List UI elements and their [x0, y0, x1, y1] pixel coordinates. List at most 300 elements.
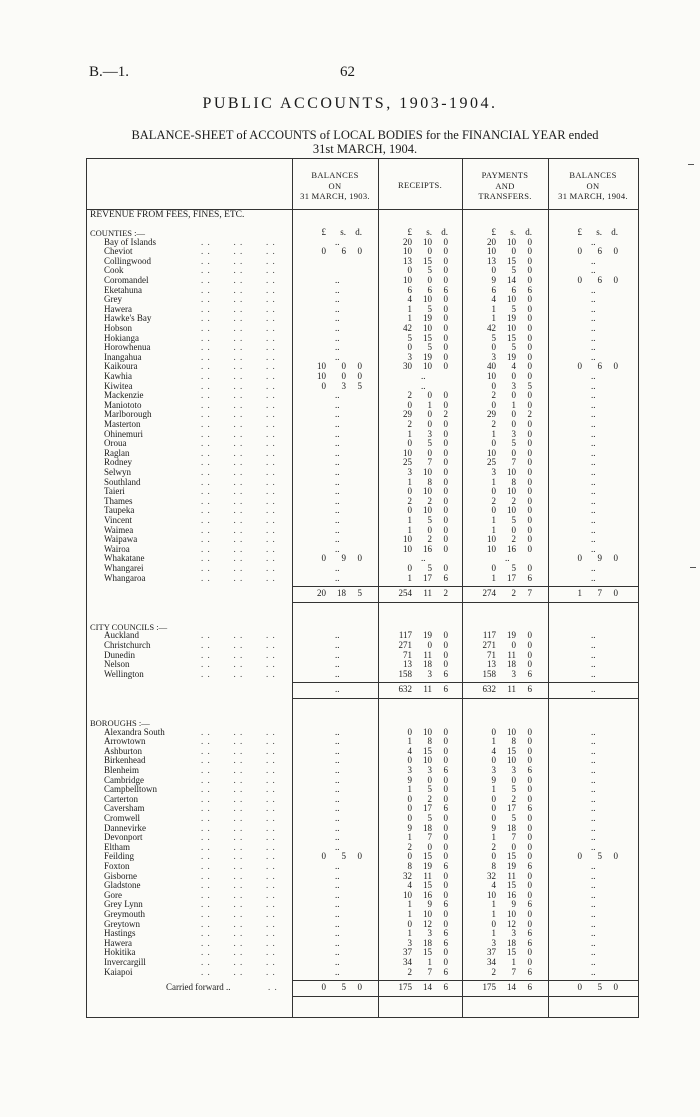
balance-1903-pounds: 10 — [317, 361, 326, 372]
leader-dots: . . . . . . — [201, 937, 276, 948]
table-row — [86, 900, 638, 910]
receipts-pounds: 42 — [403, 323, 412, 333]
receipts-pounds: 25 — [403, 457, 412, 468]
leader-dots: . . . . . . — [201, 899, 276, 910]
balance-1904-blank: .. — [591, 774, 596, 785]
balance-1903-pence: 0 — [357, 246, 362, 257]
receipts-shillings: 8 — [427, 736, 432, 747]
leader-dots: . . . . . . — [201, 966, 276, 977]
receipts-shillings: 11 — [423, 649, 432, 660]
payments-pence: 6 — [527, 572, 532, 583]
balance-1904-blank: .. — [591, 255, 596, 266]
row-label: Grey Lynn — [104, 899, 143, 910]
leader-dots: . . . . . . — [201, 428, 276, 439]
receipts-pounds: 1 — [407, 736, 412, 747]
receipts-pence: 6 — [443, 861, 448, 871]
balance-1903-blank: .. — [335, 659, 340, 670]
total-payments-shillings: 11 — [507, 684, 516, 695]
table-row — [86, 314, 638, 324]
table-row — [86, 564, 638, 574]
total-balance-1904-pounds: 0 — [577, 982, 582, 993]
payments-shillings: 0 — [511, 774, 516, 785]
row-label: Horowhenua — [104, 342, 151, 353]
balance-1904-blank: .. — [591, 284, 596, 295]
currency-unit: d. — [441, 227, 448, 237]
total-receipts-pounds: 254 — [398, 588, 412, 599]
balance-1904-blank: .. — [591, 390, 596, 401]
row-label: Vincent — [104, 515, 132, 525]
row-label: Cromwell — [104, 813, 140, 823]
receipts-pounds: 2 — [407, 419, 412, 429]
row-label: Whangarei — [104, 563, 144, 573]
balance-1903-blank: .. — [335, 390, 340, 401]
leader-dots: . . . . . . — [201, 928, 276, 939]
receipts-pounds: 0 — [407, 342, 412, 353]
payments-pounds: 2 — [491, 841, 496, 852]
row-label: Inangahua — [104, 351, 142, 362]
payments-pounds: 0 — [491, 399, 496, 410]
row-label: Christchurch — [104, 640, 151, 650]
total-payments-pence: 6 — [527, 684, 532, 695]
leader-dots: . . . . . . — [201, 342, 276, 353]
balance-1903-blank: .. — [335, 543, 340, 554]
payments-shillings: 12 — [507, 918, 516, 929]
row-label: Gore — [104, 889, 122, 900]
receipts-pounds: 0 — [407, 851, 412, 862]
balance-1904-blank: .. — [591, 813, 596, 823]
balance-1903-blank: .. — [335, 640, 340, 650]
receipts-shillings: 8 — [427, 476, 432, 487]
payments-shillings: 0 — [511, 640, 516, 650]
row-label: Masterton — [104, 419, 141, 429]
table-row — [86, 554, 638, 564]
leader-dots: . . . . . . — [201, 294, 276, 305]
payments-pounds: 0 — [491, 342, 496, 353]
row-label: Mackenzie — [104, 390, 144, 401]
table-row — [86, 651, 638, 661]
payments-shillings: 0 — [511, 524, 516, 535]
balance-1903-blank: .. — [335, 755, 340, 766]
table-row — [86, 506, 638, 516]
balance-1903-blank: .. — [335, 822, 340, 833]
receipts-pence: 0 — [443, 236, 448, 247]
balance-1903-blank: .. — [335, 275, 340, 285]
receipts-shillings: 1 — [427, 957, 432, 967]
receipts-pence: 0 — [443, 563, 448, 573]
balance-1904-pounds: 0 — [577, 361, 582, 372]
total-balance-1903-blank: .. — [335, 684, 340, 695]
payments-shillings: 5 — [511, 342, 516, 353]
receipts-pence: 0 — [443, 774, 448, 785]
payments-shillings: 10 — [507, 726, 516, 737]
row-label: Oroua — [104, 438, 127, 449]
table-row — [86, 305, 638, 315]
row-label: Ohinemuri — [104, 428, 143, 439]
payments-pounds: 10 — [487, 889, 496, 900]
balance-1903-blank: .. — [335, 726, 340, 737]
balance-1904-blank: .. — [591, 659, 596, 670]
row-label: Coromandel — [104, 275, 149, 285]
table-row — [86, 468, 638, 478]
balance-1903-blank: .. — [335, 236, 340, 247]
receipts-shillings: 0 — [427, 390, 432, 401]
payments-shillings: 10 — [507, 909, 516, 919]
balance-1903-shillings: 0 — [341, 361, 346, 372]
leader-dots: . . . . . . — [201, 851, 276, 862]
leader-dots: . . . . . . — [201, 371, 276, 381]
row-label: Rodney — [104, 457, 132, 468]
section-total-row — [86, 685, 638, 695]
receipts-pounds: 32 — [403, 870, 412, 881]
payments-pence: 0 — [527, 428, 532, 439]
column-header-balances-1903: BALANCES ON 31 MARCH, 1903. — [300, 170, 370, 201]
balance-1903-blank: .. — [335, 447, 340, 458]
balance-1903-shillings: 5 — [341, 851, 346, 862]
balance-1904-blank: .. — [591, 351, 596, 362]
table-row — [86, 334, 638, 344]
payments-shillings: 19 — [507, 313, 516, 324]
leader-dots: . . . . . . — [201, 726, 276, 737]
balance-1904-blank: .. — [591, 841, 596, 852]
balance-1904-blank: .. — [591, 765, 596, 775]
payments-pence: 0 — [527, 640, 532, 650]
receipts-pence: 0 — [443, 822, 448, 833]
table-row — [86, 391, 638, 401]
table-row — [86, 756, 638, 766]
payments-shillings: 18 — [507, 937, 516, 948]
payments-pounds: 2 — [491, 966, 496, 977]
total-payments-shillings: 14 — [507, 982, 516, 993]
receipts-pounds: 30 — [403, 361, 412, 372]
payments-pence: 0 — [527, 543, 532, 554]
payments-shillings: 1 — [511, 957, 516, 967]
receipts-pence: 0 — [443, 505, 448, 516]
payments-shillings: 7 — [511, 832, 516, 843]
currency-unit: s. — [426, 227, 432, 237]
row-label: Ashburton — [104, 745, 142, 756]
receipts-pounds: 0 — [407, 563, 412, 573]
leader-dots: . . . . . . — [201, 303, 276, 314]
balance-1903-pence: 0 — [357, 371, 362, 381]
balance-1904-blank: .. — [591, 419, 596, 429]
receipts-shillings: 10 — [423, 505, 432, 516]
payments-pence: 0 — [527, 832, 532, 843]
payments-pence: 0 — [527, 909, 532, 919]
balance-1904-blank: .. — [591, 236, 596, 247]
table-row — [86, 747, 638, 757]
receipts-pounds: 1 — [407, 899, 412, 910]
balance-1903-blank: .. — [335, 861, 340, 871]
receipts-shillings: 10 — [423, 909, 432, 919]
payments-pence: 0 — [527, 813, 532, 823]
receipts-pounds: 1 — [407, 928, 412, 939]
table-row — [86, 766, 638, 776]
balance-1903-blank: .. — [335, 765, 340, 775]
balance-1903-blank: .. — [335, 803, 340, 814]
row-label: Arrowtown — [104, 736, 146, 747]
receipts-shillings: 3 — [427, 668, 432, 679]
payments-pounds: 8 — [491, 861, 496, 871]
balance-1903-blank: .. — [335, 534, 340, 545]
receipts-shillings: 10 — [423, 323, 432, 333]
table-row — [86, 804, 638, 814]
balance-1904-blank: .. — [591, 726, 596, 737]
receipts-shillings: 18 — [423, 822, 432, 833]
balance-1903-blank: .. — [335, 428, 340, 439]
leader-dots: . . . . . . — [201, 275, 276, 285]
total-payments-pence: 7 — [527, 588, 532, 599]
balance-1903-blank: .. — [335, 515, 340, 525]
receipts-pounds: 1 — [407, 524, 412, 535]
payments-pounds: 2 — [491, 419, 496, 429]
payments-pence: 0 — [527, 736, 532, 747]
total-balance-1903-shillings: 18 — [337, 588, 346, 599]
currency-unit: s. — [596, 227, 602, 237]
receipts-shillings: 2 — [427, 534, 432, 545]
payments-pounds: 1 — [491, 515, 496, 525]
receipts-pounds: 1 — [407, 428, 412, 439]
balance-sheet-table — [86, 158, 638, 1018]
receipts-shillings: 16 — [423, 889, 432, 900]
payments-shillings: 0 — [511, 419, 516, 429]
balance-1903-blank: .. — [335, 351, 340, 362]
balance-1903-blank: .. — [335, 813, 340, 823]
leader-dots: . . . . . . — [201, 572, 276, 583]
receipts-pounds: 10 — [403, 447, 412, 458]
row-label: Cheviot — [104, 246, 133, 257]
balance-1903-shillings: 6 — [341, 246, 346, 257]
receipts-shillings: 17 — [423, 572, 432, 583]
payments-pence: 6 — [527, 803, 532, 814]
table-row — [86, 382, 638, 392]
payments-pence: 0 — [527, 390, 532, 401]
payments-shillings: 17 — [507, 803, 516, 814]
balance-1904-pence: 0 — [613, 275, 618, 285]
balance-1903-blank: .. — [335, 303, 340, 314]
balance-1904-blank: .. — [591, 323, 596, 333]
balance-1903-blank: .. — [335, 736, 340, 747]
receipts-pence: 0 — [443, 303, 448, 314]
receipts-shillings: 18 — [423, 937, 432, 948]
receipts-pence: 0 — [443, 957, 448, 967]
receipts-shillings: 10 — [423, 486, 432, 497]
balance-1903-shillings: 9 — [341, 553, 346, 564]
payments-pence: 0 — [527, 505, 532, 516]
leader-dots: . . . . . . — [201, 380, 276, 391]
receipts-pounds: 34 — [403, 957, 412, 967]
receipts-pence: 0 — [443, 428, 448, 439]
table-row — [86, 843, 638, 853]
balance-1903-blank: .. — [335, 784, 340, 795]
payments-shillings: 8 — [511, 476, 516, 487]
leader-dots: . . . . . . — [201, 351, 276, 362]
balance-1904-blank: .. — [591, 342, 596, 353]
balance-1904-blank: .. — [591, 399, 596, 410]
payments-pounds: 1 — [491, 476, 496, 487]
table-row — [86, 939, 638, 949]
leader-dots: . . . . . . — [201, 880, 276, 891]
leader-dots: . . . . . . — [201, 736, 276, 747]
payments-pence: 6 — [527, 966, 532, 977]
leader-dots: . . . . . . — [201, 861, 276, 871]
total-receipts-pounds: 632 — [398, 684, 412, 695]
payments-shillings: 5 — [511, 515, 516, 525]
receipts-shillings: 9 — [427, 899, 432, 910]
row-label: Whangaroa — [104, 572, 146, 583]
table-row — [86, 910, 638, 920]
payments-pence: 0 — [527, 332, 532, 343]
leader-dots: . . . . . . — [201, 524, 276, 535]
payments-pounds: 10 — [487, 447, 496, 458]
receipts-pence: 0 — [443, 745, 448, 756]
balance-1904-blank: .. — [591, 438, 596, 449]
balance-1904-shillings: 9 — [597, 553, 602, 564]
payments-pounds: 1 — [491, 909, 496, 919]
receipts-pounds: 0 — [407, 399, 412, 410]
receipts-shillings: 10 — [423, 755, 432, 766]
payments-shillings: 17 — [507, 572, 516, 583]
table-row — [86, 660, 638, 670]
receipts-pence: 0 — [443, 889, 448, 900]
balance-1904-blank: .. — [591, 380, 596, 391]
receipts-pounds: 158 — [398, 668, 412, 679]
total-rule — [292, 602, 638, 603]
row-label: Kawhia — [104, 371, 132, 381]
receipts-pounds: 117 — [398, 630, 412, 641]
payments-pounds: 0 — [491, 265, 496, 276]
receipts-pence: 0 — [443, 361, 448, 372]
receipts-shillings: 10 — [423, 726, 432, 737]
balance-1903-blank: .. — [335, 323, 340, 333]
receipts-shillings: 15 — [423, 255, 432, 266]
receipts-pounds: 1 — [407, 832, 412, 843]
receipts-pounds: 3 — [407, 467, 412, 477]
receipts-pence: 0 — [443, 851, 448, 862]
balance-1904-blank: .. — [591, 640, 596, 650]
payments-pounds: 1 — [491, 899, 496, 910]
receipts-pence: 0 — [443, 246, 448, 257]
payments-shillings: 10 — [507, 467, 516, 477]
payments-pounds: 29 — [487, 409, 496, 420]
currency-unit: d. — [355, 227, 362, 237]
payments-shillings: 0 — [511, 246, 516, 257]
row-label: Bay of Islands — [104, 236, 156, 247]
leader-dots: . . . . . . — [201, 236, 276, 247]
table-row — [86, 737, 638, 747]
payments-pence: 0 — [527, 323, 532, 333]
payments-pounds: 158 — [482, 668, 496, 679]
receipts-pounds: 0 — [407, 438, 412, 449]
section-heading-cities: CITY COUNCILS :— — [90, 621, 168, 632]
balance-1904-shillings: 6 — [597, 275, 602, 285]
balance-1903-blank: .. — [335, 572, 340, 583]
row-label: Eltham — [104, 841, 130, 852]
subtitle-line-1: BALANCE-SHEET of ACCOUNTS of LOCAL BODIES for the FINANCIAL YEAR ended — [131, 128, 599, 142]
receipts-shillings: 2 — [427, 495, 432, 506]
receipts-pounds: 1 — [407, 313, 412, 324]
leader-dots: . . . . . . — [201, 486, 276, 497]
payments-pence: 6 — [527, 928, 532, 939]
margin-mark — [690, 567, 696, 568]
total-receipts-shillings: 11 — [423, 588, 432, 599]
payments-shillings: 7 — [511, 966, 516, 977]
currency-unit: £ — [321, 227, 326, 237]
receipts-pounds: 0 — [407, 505, 412, 516]
payments-pounds: 1 — [491, 524, 496, 535]
payments-pence: 0 — [527, 515, 532, 525]
receipts-pence: 0 — [443, 726, 448, 737]
payments-pence: 0 — [527, 476, 532, 487]
section-total-row — [86, 589, 638, 599]
balance-1904-pounds: 0 — [577, 553, 582, 564]
payments-pounds: 0 — [491, 505, 496, 516]
payments-shillings: 11 — [507, 870, 516, 881]
row-label: Blenheim — [104, 765, 139, 775]
payments-pounds: 4 — [491, 745, 496, 756]
payments-pence: 0 — [527, 294, 532, 305]
leader-dots: . . . . . . — [201, 332, 276, 343]
leader-dots: . . . . . . — [201, 630, 276, 641]
row-label: Hokianga — [104, 332, 139, 343]
payments-pounds: 0 — [491, 486, 496, 497]
table-row — [86, 324, 638, 334]
payments-pounds: 1 — [491, 736, 496, 747]
balance-1903-blank: .. — [335, 313, 340, 324]
payments-shillings: 18 — [507, 659, 516, 670]
row-label: Raglan — [104, 447, 130, 458]
payments-pence: 6 — [527, 937, 532, 948]
row-label: Hobson — [104, 323, 133, 333]
receipts-pounds: 10 — [403, 889, 412, 900]
payments-shillings: 14 — [507, 275, 516, 285]
carried-forward-label: Carried forward .. — [166, 982, 231, 993]
receipts-shillings: 0 — [427, 447, 432, 458]
receipts-pence: 0 — [443, 255, 448, 266]
total-balance-1904-pounds: 1 — [577, 588, 582, 599]
leader-dots: . . . . . . — [201, 563, 276, 573]
payments-shillings: 10 — [507, 323, 516, 333]
row-label: Hastings — [104, 928, 136, 939]
receipts-pence: 0 — [443, 736, 448, 747]
subtotal-rule — [292, 682, 638, 683]
receipts-pence: 0 — [443, 438, 448, 449]
currency-unit: s. — [340, 227, 346, 237]
receipts-pence: 0 — [443, 467, 448, 477]
payments-pence: 0 — [527, 438, 532, 449]
total-balance-1904-shillings: 7 — [597, 588, 602, 599]
row-label: Nelson — [104, 659, 130, 670]
payments-pence: 0 — [527, 303, 532, 314]
receipts-shillings: 10 — [423, 467, 432, 477]
payments-pounds: 1 — [491, 303, 496, 314]
balance-1904-pence: 0 — [613, 553, 618, 564]
balance-1904-blank: .. — [591, 303, 596, 314]
total-receipts-pence: 6 — [443, 684, 448, 695]
payments-shillings: 16 — [507, 889, 516, 900]
balance-1904-blank: .. — [591, 899, 596, 910]
balance-1904-blank: .. — [591, 332, 596, 343]
section-total-row — [86, 983, 638, 993]
balance-1903-blank: .. — [335, 841, 340, 852]
balance-1904-blank: .. — [591, 563, 596, 573]
payments-shillings: 16 — [507, 543, 516, 554]
table-row — [86, 891, 638, 901]
payments-pounds: 271 — [482, 640, 496, 650]
receipts-pounds: 2 — [407, 841, 412, 852]
payments-shillings: 3 — [511, 380, 516, 391]
receipts-pence: 0 — [443, 870, 448, 881]
row-label: Feilding — [104, 851, 135, 862]
